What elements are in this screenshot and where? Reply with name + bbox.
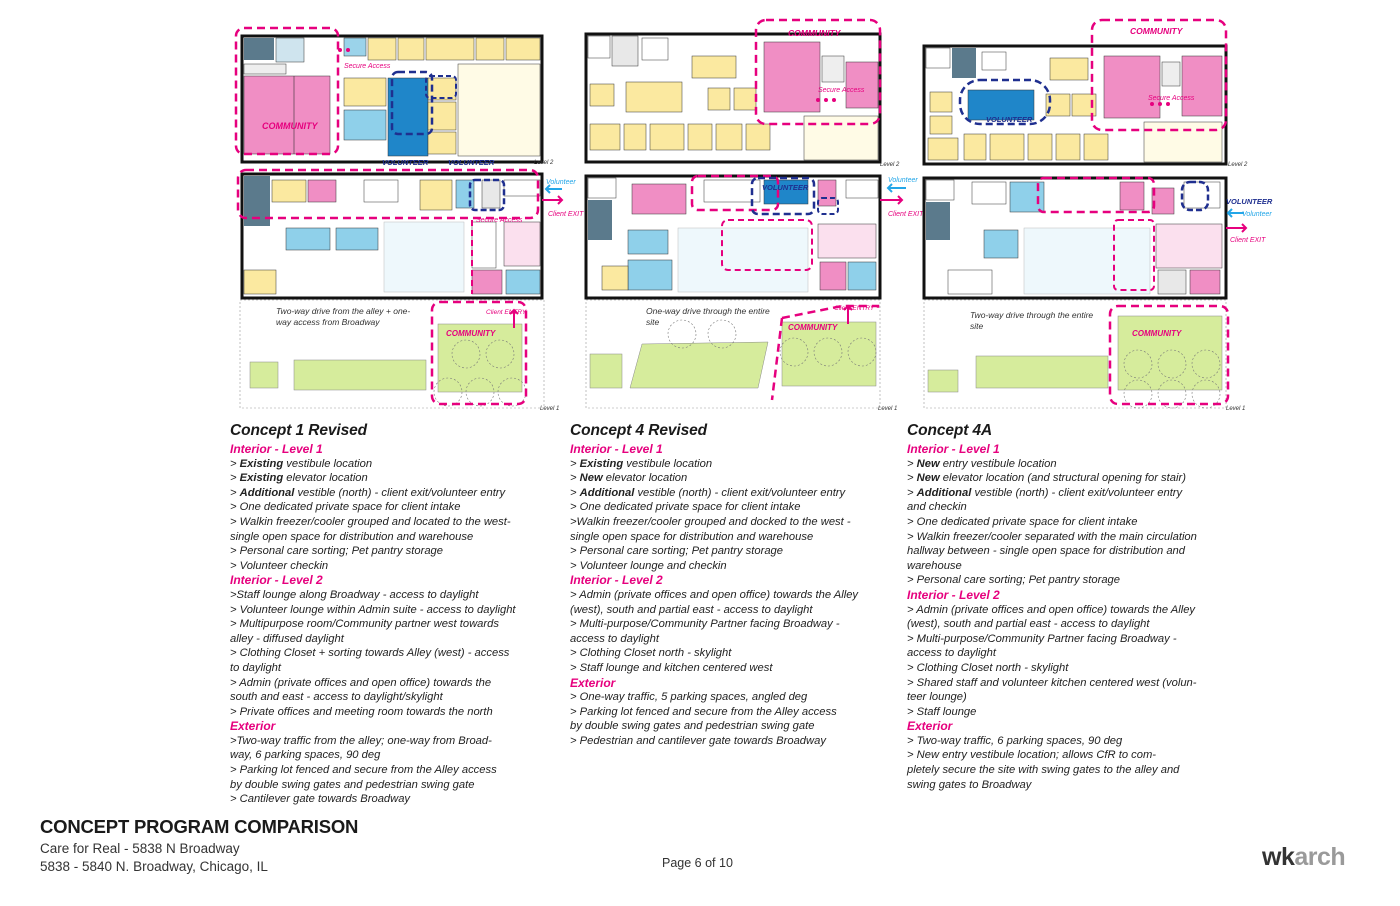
- description-line: [907, 500, 1237, 515]
- site-plan: [586, 300, 897, 412]
- description-line: [230, 690, 560, 705]
- line-text: > Clothing Closet + sorting towards Alley (west) - access: [230, 647, 510, 660]
- project-name: Care for Real - 5838 N Broadway: [40, 841, 240, 856]
- description-line: [230, 544, 560, 559]
- line-text: > One-way traffic, 5 parking spaces, angled deg: [570, 691, 808, 704]
- section-heading: Interior - Level 2: [570, 573, 663, 588]
- level-2-plan: [924, 20, 1248, 168]
- line-text: > Admin (private offices and open office) towards the Alley: [570, 588, 859, 601]
- page-number: Page 6 of 10: [662, 856, 733, 870]
- section-heading: Exterior: [907, 719, 953, 734]
- concept-title: Concept 4A: [907, 422, 993, 439]
- site-note: Two-way drive from the alley + one-way access from Broadway: [276, 306, 411, 327]
- description-line: [570, 632, 900, 647]
- line-text: > Personal care sorting; Pet pantry storage: [230, 545, 443, 558]
- floor-plan-concept-1: [236, 24, 584, 416]
- line-text: > Parking lot fenced and secure from the Alley access: [230, 764, 497, 777]
- line-text: vestibule location: [623, 457, 713, 470]
- secure-access-label: Secure Access: [1148, 95, 1195, 102]
- line-text: >Walkin freezer/cooler grouped and docked to the west -: [570, 515, 851, 528]
- description-line: [570, 457, 900, 472]
- client-entry-label: Client ENTRY: [834, 305, 875, 312]
- level-2-plan: [586, 20, 900, 168]
- description-line: [230, 661, 560, 676]
- line-text: > Multi-purpose/Community Partner facing Broadway -: [570, 618, 840, 631]
- line-text: > One dedicated private space for client intake: [907, 515, 1138, 528]
- concept-title: Concept 4 Revised: [570, 422, 707, 439]
- client-entry-label: Client ENTRY: [486, 309, 527, 316]
- description-line: [230, 734, 560, 749]
- line-text: hallway between - single open space for distribution and: [907, 545, 1185, 558]
- community-label: COMMUNITY: [788, 28, 841, 38]
- line-text: >: [230, 486, 240, 499]
- description-line: [570, 471, 900, 486]
- line-emphasis: Existing: [239, 457, 284, 470]
- line-text: elevator location: [283, 472, 368, 485]
- line-emphasis: New: [916, 472, 940, 485]
- site-note: One-way drive through the entire site: [646, 306, 770, 327]
- line-text: > Staff lounge: [907, 705, 977, 718]
- description-line: [907, 705, 1237, 720]
- wkarch-logo: [1262, 843, 1345, 872]
- community-label: COMMUNITY: [1130, 26, 1183, 36]
- description-line: [570, 690, 900, 705]
- description-line: [907, 646, 1237, 661]
- line-text: warehouse: [907, 559, 962, 572]
- description-line: [230, 457, 560, 472]
- volunteer-label: VOLUNTEER: [762, 183, 809, 192]
- site-plan: [924, 300, 1245, 412]
- line-text: > Two-way traffic, 6 parking spaces, 90 deg: [907, 734, 1123, 747]
- line-text: > Clothing Closet north - skylight: [907, 661, 1069, 674]
- line-text: > Multi-purpose/Community Partner facing Broadway -: [907, 632, 1177, 645]
- line-text: >Two-way traffic from the alley; one-way from Broad-: [230, 734, 492, 747]
- level-1-plan: [238, 170, 542, 298]
- line-text: way, 6 parking spaces, 90 deg: [230, 749, 381, 762]
- line-text: by double swing gates and pedestrian swing gate: [570, 720, 815, 733]
- line-text: > Volunteer lounge and checkin: [570, 559, 727, 572]
- secure-access-label: Secure Access: [344, 63, 391, 70]
- description-line: [907, 690, 1237, 705]
- line-text: > Multipurpose room/Community partner west towards: [230, 618, 499, 631]
- line-text: > One dedicated private space for client intake: [230, 501, 461, 514]
- description-line: [570, 588, 900, 603]
- description-line: [907, 676, 1237, 691]
- community-site-label: COMMUNITY: [1132, 329, 1182, 338]
- line-text: and checkin: [907, 501, 967, 514]
- description-line: [570, 500, 900, 515]
- volunteer-label: VOLUNTEER: [382, 158, 429, 167]
- logo-arch: arch: [1294, 843, 1346, 871]
- community-label: COMMUNITY: [262, 121, 318, 131]
- line-text: > Personal care sorting; Pet pantry storage: [570, 545, 783, 558]
- section-heading: Interior - Level 1: [230, 442, 323, 456]
- description-line: [570, 486, 900, 501]
- description-line: [907, 748, 1237, 763]
- concept-1-description: [230, 422, 560, 807]
- line-text: by double swing gates and pedestrian swing gate: [230, 778, 475, 791]
- level-2-plan: [236, 28, 554, 166]
- floor-plan-concept-4: [582, 16, 924, 416]
- line-text: south and east - access to daylight/skylight: [230, 691, 443, 704]
- section-heading: Exterior: [570, 675, 616, 690]
- description-line: [230, 778, 560, 793]
- volunteer-arrow-label: Volunteer: [888, 177, 918, 184]
- line-text: > Walkin freezer/cooler separated with the main circulation: [907, 530, 1197, 543]
- line-text: >: [570, 486, 580, 499]
- line-text: alley - diffused daylight: [230, 632, 344, 645]
- description-line: [570, 646, 900, 661]
- level-2-label: Level 2: [534, 160, 554, 166]
- line-text: > Pedestrian and cantilever gate towards Broadway: [570, 734, 826, 747]
- community-site-label: COMMUNITY: [788, 323, 838, 332]
- level-1-plan: [586, 176, 880, 298]
- line-text: single open space for distribution and warehouse: [570, 530, 814, 543]
- community-site-label: COMMUNITY: [446, 329, 496, 338]
- description-line: [907, 486, 1237, 501]
- volunteer-label: VOLUNTEER: [986, 115, 1033, 124]
- line-text: elevator location (and structural opening for stair): [939, 472, 1186, 485]
- description-line: [907, 544, 1237, 559]
- description-line: [570, 734, 900, 749]
- line-text: single open space for distribution and warehouse: [230, 530, 474, 543]
- line-text: > Clothing Closet north - skylight: [570, 647, 732, 660]
- line-text: vestibule location: [283, 457, 373, 470]
- line-emphasis: New: [916, 457, 940, 470]
- client-exit-label: Client EXIT: [548, 211, 584, 218]
- line-text: >: [230, 472, 240, 485]
- description-line: [230, 748, 560, 763]
- description-line: [230, 705, 560, 720]
- section-heading: Interior - Level 1: [907, 442, 1000, 456]
- description-line: [570, 719, 900, 734]
- description-line: [570, 559, 900, 574]
- description-line: [230, 486, 560, 501]
- description-line: [230, 559, 560, 574]
- level-1-label: Level 1: [540, 406, 560, 412]
- description-line: [230, 676, 560, 691]
- line-text: > Admin (private offices and open office) towards the Alley: [907, 603, 1196, 616]
- description-line: [907, 778, 1237, 793]
- description-line: [907, 763, 1237, 778]
- concept-title: Concept 1 Revised: [230, 422, 367, 439]
- line-text: >: [570, 457, 580, 470]
- line-text: >: [230, 457, 240, 470]
- section-heading: Interior - Level 2: [230, 573, 323, 588]
- line-text: access to daylight: [570, 632, 659, 645]
- line-text: (west), south and partial east - access to daylight: [570, 603, 813, 616]
- line-text: >: [907, 472, 917, 485]
- description-line: [230, 500, 560, 515]
- client-exit-label: Client EXIT: [1230, 237, 1266, 244]
- line-emphasis: Additional: [239, 486, 295, 499]
- line-text: access to daylight: [907, 647, 996, 660]
- volunteer-arrow-label: Volunteer: [1242, 211, 1272, 218]
- line-text: to daylight: [230, 661, 281, 674]
- secure-access-label: Secure Access: [476, 217, 523, 224]
- line-text: > Personal care sorting; Pet pantry storage: [907, 574, 1120, 587]
- line-emphasis: Additional: [916, 486, 972, 499]
- description-line: [907, 661, 1237, 676]
- concept-4-description: [570, 422, 900, 748]
- site-plan: [240, 300, 559, 412]
- line-text: vestible (north) - client exit/volunteer entry: [634, 486, 846, 499]
- line-text: elevator location: [602, 472, 688, 485]
- level-1-label: Level 1: [1226, 406, 1246, 412]
- line-emphasis: Additional: [579, 486, 635, 499]
- section-heading: Exterior: [230, 719, 276, 734]
- line-emphasis: New: [579, 472, 603, 485]
- description-line: [907, 530, 1237, 545]
- description-line: [907, 515, 1237, 530]
- line-text: teer lounge): [907, 691, 967, 704]
- page-title: CONCEPT PROGRAM COMPARISON: [40, 816, 359, 837]
- line-emphasis: Existing: [579, 457, 624, 470]
- line-text: > Parking lot fenced and secure from the Alley access: [570, 705, 837, 718]
- logo-wk: wk: [1262, 843, 1295, 871]
- description-line: [570, 544, 900, 559]
- line-text: (west), south and partial east - access to daylight: [907, 618, 1150, 631]
- description-line: [570, 515, 900, 530]
- line-text: vestible (north) - client exit/volunteer entry: [971, 486, 1183, 499]
- description-line: [230, 530, 560, 545]
- level-2-label: Level 2: [880, 162, 900, 168]
- section-heading: Interior - Level 2: [907, 587, 1000, 602]
- description-line: [907, 632, 1237, 647]
- description-line: [907, 559, 1237, 574]
- description-line: [230, 471, 560, 486]
- line-text: > Private offices and meeting room towards the north: [230, 705, 493, 718]
- concept-4a-description: [907, 422, 1237, 792]
- description-line: [230, 515, 560, 530]
- site-note: Two-way drive through the entire site: [970, 310, 1094, 331]
- description-line: [230, 588, 560, 603]
- line-text: > Volunteer checkin: [230, 559, 329, 572]
- level-1-label: Level 1: [878, 406, 898, 412]
- section-heading: Interior - Level 1: [570, 442, 663, 456]
- description-line: [230, 632, 560, 647]
- line-text: >: [907, 457, 917, 470]
- line-text: >: [907, 486, 917, 499]
- level-2-label: Level 2: [1228, 162, 1248, 168]
- line-text: > Shared staff and volunteer kitchen centered west (volun-: [907, 676, 1197, 689]
- project-address: 5838 - 5840 N. Broadway, Chicago, IL: [40, 859, 268, 874]
- line-emphasis: Existing: [239, 472, 284, 485]
- client-exit-label: Client EXIT: [888, 211, 924, 218]
- description-line: [570, 530, 900, 545]
- secure-access-label: Secure Access: [818, 87, 865, 94]
- floor-plan-concept-4a: [920, 16, 1273, 416]
- description-line: [570, 603, 900, 618]
- description-line: [907, 573, 1237, 588]
- description-line: [570, 705, 900, 720]
- line-text: > Walkin freezer/cooler grouped and located to the west-: [230, 515, 511, 528]
- line-text: > Admin (private offices and open office) towards the: [230, 676, 492, 689]
- line-text: pletely secure the site with swing gates to the alley and: [907, 764, 1180, 777]
- level-1-plan: [924, 178, 1226, 298]
- description-line: [907, 471, 1237, 486]
- description-line: [570, 617, 900, 632]
- volunteer-label: VOLUNTEER: [1226, 197, 1273, 206]
- description-line: [230, 763, 560, 778]
- line-text: entry vestibule location: [939, 457, 1057, 470]
- line-text: >Staff lounge along Broadway - access to daylight: [230, 588, 479, 601]
- line-text: > New entry vestibule location; allows CfR to com-: [907, 749, 1157, 762]
- description-line: [230, 603, 560, 618]
- description-line: [230, 792, 560, 807]
- line-text: > Staff lounge and kitchen centered west: [570, 661, 773, 674]
- line-text: vestible (north) - client exit/volunteer entry: [294, 486, 506, 499]
- description-line: [570, 661, 900, 676]
- description-line: [230, 617, 560, 632]
- description-line: [230, 646, 560, 661]
- description-line: [907, 734, 1237, 749]
- line-text: > One dedicated private space for client intake: [570, 501, 801, 514]
- line-text: > Cantilever gate towards Broadway: [230, 793, 411, 806]
- line-text: swing gates to Broadway: [907, 778, 1032, 791]
- line-text: >: [570, 472, 580, 485]
- description-line: [907, 457, 1237, 472]
- line-text: > Volunteer lounge within Admin suite - access to daylight: [230, 603, 516, 616]
- description-line: [907, 603, 1237, 618]
- volunteer-arrow-label: Volunteer: [546, 179, 576, 186]
- volunteer-label: VOLUNTEER: [448, 158, 495, 167]
- description-line: [907, 617, 1237, 632]
